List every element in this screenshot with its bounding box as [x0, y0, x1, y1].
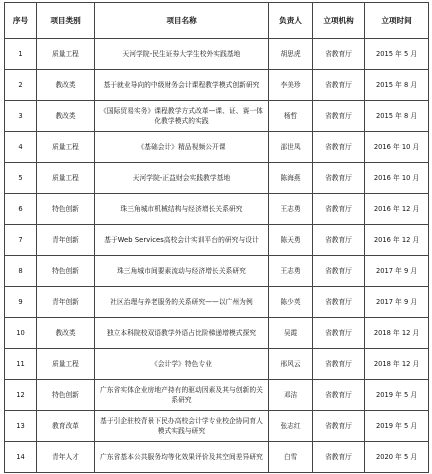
cell-no: 10	[5, 318, 37, 349]
cell-org: 省教育厅	[313, 70, 365, 101]
table-row	[5, 287, 429, 318]
cell-no: 8	[5, 256, 37, 287]
cell-responsible: 邵世凤	[269, 132, 313, 163]
cell-responsible: 王志勇	[269, 194, 313, 225]
header-responsible: 负责人	[269, 3, 313, 39]
table-row	[5, 101, 429, 132]
header-no: 序号	[5, 3, 37, 39]
cell-category: 特色创新	[37, 380, 95, 411]
table-row	[5, 132, 429, 163]
cell-category: 质量工程	[37, 349, 95, 380]
table-row	[5, 70, 429, 101]
cell-no: 9	[5, 287, 37, 318]
cell-name: 天河学院-正益财会实践教学基地	[95, 163, 269, 194]
cell-time: 2020 年 5 月	[365, 442, 429, 473]
table-row	[5, 349, 429, 380]
cell-org: 省教育厅	[313, 442, 365, 473]
cell-category: 质量工程	[37, 163, 95, 194]
cell-category: 青年创新	[37, 287, 95, 318]
cell-org: 省教育厅	[313, 163, 365, 194]
cell-name: 《基础会计》精品视频公开课	[95, 132, 269, 163]
table-row	[5, 442, 429, 473]
cell-time: 2016 年 10 月	[365, 132, 429, 163]
cell-name: 《国际贸易实务》课程教学方式改革—课、证、赛一体化教学模式的实践	[95, 101, 269, 132]
cell-no: 6	[5, 194, 37, 225]
cell-name: 基于Web Services高校会计实训平台的研究与设计	[95, 225, 269, 256]
cell-responsible: 邢风云	[269, 349, 313, 380]
cell-name: 广东省基本公共服务均等化效果评价及其空间差异研究	[95, 442, 269, 473]
cell-time: 2015 年 8 月	[365, 101, 429, 132]
table-row	[5, 380, 429, 411]
cell-category: 青年人才	[37, 442, 95, 473]
cell-responsible: 白雪	[269, 442, 313, 473]
cell-time: 2017 年 9 月	[365, 287, 429, 318]
cell-org: 省教育厅	[313, 318, 365, 349]
cell-responsible: 陈少英	[269, 287, 313, 318]
cell-category: 特色创新	[37, 194, 95, 225]
header-category: 项目类别	[37, 3, 95, 39]
header-time: 立项时间	[365, 3, 429, 39]
table-row	[5, 163, 429, 194]
cell-org: 省教育厅	[313, 225, 365, 256]
cell-name: 《会计学》特色专业	[95, 349, 269, 380]
table-row	[5, 256, 429, 287]
cell-category: 特色创新	[37, 256, 95, 287]
header-org: 立项机构	[313, 3, 365, 39]
cell-no: 11	[5, 349, 37, 380]
cell-name: 珠三角城市间要素流动与经济增长关系研究	[95, 256, 269, 287]
cell-name: 广东省实体企业房地产持有的驱动因素及其与创新的关系研究	[95, 380, 269, 411]
cell-category: 教改类	[37, 70, 95, 101]
cell-responsible: 陈天勇	[269, 225, 313, 256]
cell-category: 质量工程	[37, 39, 95, 70]
header-name: 项目名称	[95, 3, 269, 39]
cell-responsible: 李美珍	[269, 70, 313, 101]
cell-org: 省教育厅	[313, 287, 365, 318]
table-body	[5, 39, 429, 473]
table-row	[5, 318, 429, 349]
cell-responsible: 邓洁	[269, 380, 313, 411]
cell-responsible: 张志红	[269, 411, 313, 442]
cell-no: 12	[5, 380, 37, 411]
cell-name: 基于引企驻校背景下民办高校会计学专业校企协同育人模式实践与研究	[95, 411, 269, 442]
cell-name: 珠三角城市机械结构与经济增长关系研究	[95, 194, 269, 225]
cell-org: 省教育厅	[313, 256, 365, 287]
cell-time: 2015 年 5 月	[365, 39, 429, 70]
table-row	[5, 225, 429, 256]
cell-category: 质量工程	[37, 132, 95, 163]
cell-org: 省教育厅	[313, 39, 365, 70]
cell-responsible: 吴霞	[269, 318, 313, 349]
project-table	[4, 2, 429, 473]
cell-no: 14	[5, 442, 37, 473]
cell-category: 青年创新	[37, 225, 95, 256]
cell-category: 教改类	[37, 101, 95, 132]
cell-responsible: 杨哲	[269, 101, 313, 132]
table-row	[5, 39, 429, 70]
cell-org: 省教育厅	[313, 380, 365, 411]
cell-no: 13	[5, 411, 37, 442]
table-row	[5, 194, 429, 225]
cell-time: 2018 年 12 月	[365, 349, 429, 380]
cell-org: 省教育厅	[313, 411, 365, 442]
cell-org: 省教育厅	[313, 132, 365, 163]
cell-no: 2	[5, 70, 37, 101]
cell-name: 基于就业导向的中级财务会计课程教学模式创新研究	[95, 70, 269, 101]
table-row	[5, 411, 429, 442]
cell-time: 2016 年 12 月	[365, 225, 429, 256]
cell-no: 7	[5, 225, 37, 256]
cell-responsible: 陈海燕	[269, 163, 313, 194]
cell-category: 教改类	[37, 318, 95, 349]
cell-time: 2018 年 12 月	[365, 318, 429, 349]
cell-no: 4	[5, 132, 37, 163]
cell-no: 5	[5, 163, 37, 194]
cell-org: 省教育厅	[313, 349, 365, 380]
cell-responsible: 胡思虎	[269, 39, 313, 70]
cell-time: 2016 年 12 月	[365, 194, 429, 225]
cell-time: 2017 年 9 月	[365, 256, 429, 287]
cell-org: 省教育厅	[313, 101, 365, 132]
cell-responsible: 王志勇	[269, 256, 313, 287]
cell-name: 独立本科院校双语教学外语占比阶梯递增模式探究	[95, 318, 269, 349]
cell-name: 天河学院-民生证券大学生校外实践基地	[95, 39, 269, 70]
cell-name: 社区治理与养老服务的关系研究——以广州为例	[95, 287, 269, 318]
cell-org: 省教育厅	[313, 194, 365, 225]
cell-time: 2015 年 8 月	[365, 70, 429, 101]
cell-no: 1	[5, 39, 37, 70]
cell-no: 3	[5, 101, 37, 132]
cell-time: 2019 年 5 月	[365, 411, 429, 442]
cell-time: 2019 年 5 月	[365, 380, 429, 411]
cell-category: 教育改革	[37, 411, 95, 442]
cell-time: 2016 年 10 月	[365, 163, 429, 194]
table-header-row	[5, 3, 429, 39]
